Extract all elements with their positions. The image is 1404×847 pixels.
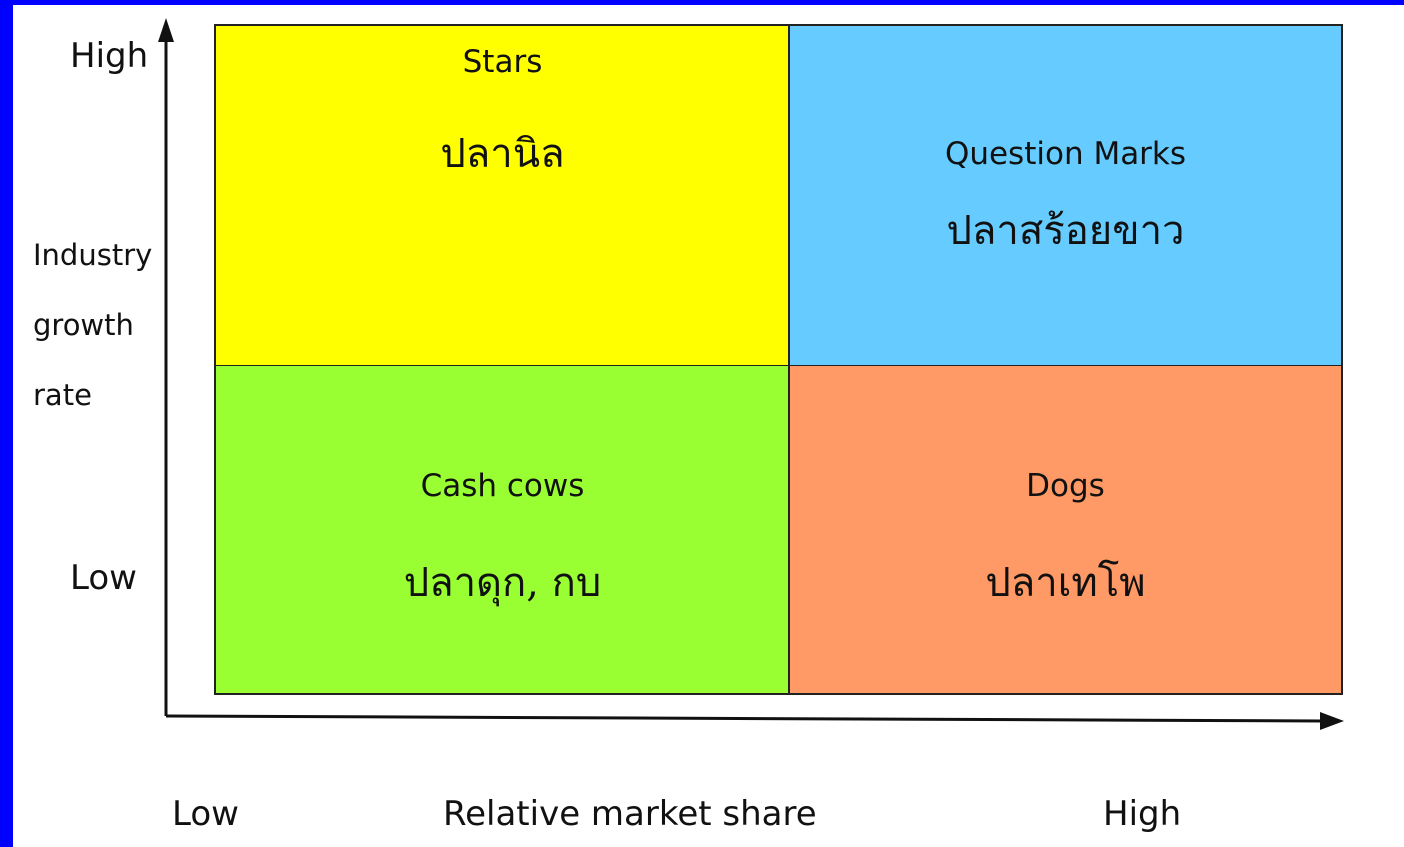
y-axis-low-label: Low [70, 558, 137, 598]
quadrant-question-marks-thai: ปลาสร้อยขาว [946, 208, 1185, 254]
blue-frame-left [0, 0, 13, 847]
quadrant-question-marks-title: Question Marks [944, 136, 1187, 172]
x-axis-line [166, 716, 1322, 721]
blue-frame-top [0, 0, 1404, 5]
quadrant-cash-cows [214, 365, 789, 695]
y-axis-high-label: High [70, 36, 149, 76]
quadrant-stars-thai: ปลานิล [440, 131, 565, 177]
quadrant-stars [214, 24, 789, 366]
x-axis-low-label: Low [172, 794, 239, 834]
y-axis-title-line-1: Industry [33, 238, 153, 272]
quadrant-question-marks [788, 24, 1343, 366]
quadrant-stars-title: Stars [462, 44, 543, 80]
quadrant-dogs [788, 365, 1343, 695]
quadrant-dogs-title: Dogs [1026, 468, 1105, 504]
y-axis-title-line-3: rate [33, 378, 92, 412]
x-axis-title: Relative market share [443, 794, 817, 834]
y-axis-arrowhead [158, 18, 174, 42]
x-axis-high-label: High [1103, 794, 1182, 834]
x-axis-arrowhead [1320, 712, 1344, 730]
quadrant-cash-cows-thai: ปลาดุก, กบ [403, 560, 602, 606]
quadrant-dogs-thai: ปลาเทโพ [985, 560, 1146, 606]
y-axis-title-line-2: growth [33, 308, 134, 342]
quadrant-cash-cows-title: Cash cows [420, 468, 585, 504]
